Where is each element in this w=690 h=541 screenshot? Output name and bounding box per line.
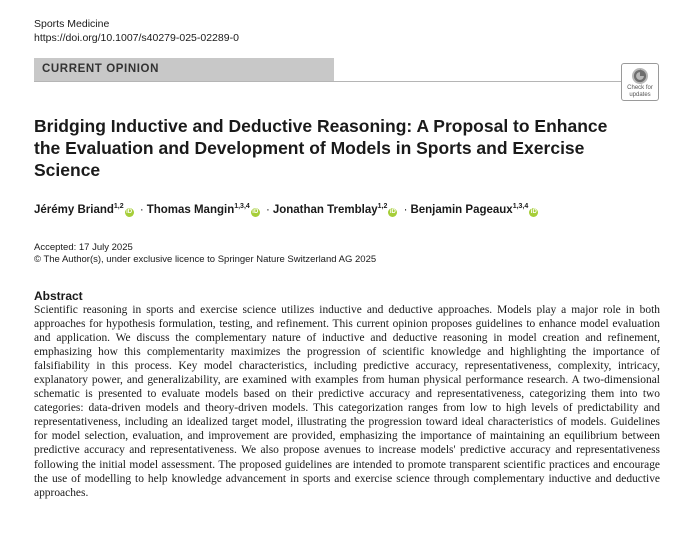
section-label: CURRENT OPINION — [34, 58, 334, 81]
author-affiliations: 1,3,4 — [512, 203, 529, 210]
orcid-icon[interactable]: iD — [252, 208, 259, 215]
author-affiliations: 1,3,4 — [234, 203, 250, 210]
orcid-icon[interactable]: iD — [126, 208, 133, 215]
check-for-updates-button[interactable] — [621, 63, 659, 101]
author-separator: · — [266, 203, 270, 216]
article-title: Bridging Inductive and Deductive Reasoning: A Proposal to Enhance the Evaluation and Development of Models in Sports and Exercise Science — [34, 116, 608, 180]
orcid-icon[interactable]: iD — [530, 208, 537, 215]
author-name: Thomas Mangin — [146, 203, 235, 216]
author-list — [34, 203, 538, 217]
abstract-text: Scientific reasoning in sports and exercise science utilizes inductive and deductive approaches. Models play a major role in both approaches for hypothesis formulation, testing, and refinement. This current opinion proposes guidelines to enhance model evaluation and application. We discuss the complementary nature of inductive and deductive reasoning in model creation and refinement, emphasizing how this complementarity maximizes the progression of scientific knowledge and highlighting the importance of falsifiability in this process. Key model characteristics, including predictive accuracy, representativeness, complexity, intricacy, explanatory power, and generalizability, are examined with examples from human physical performance research. A two-dimensional schematic is presented to evaluate models based on their predictive accuracy and representativeness, categorizing them into two categories: data-driven models and theory-driven models. This categorization ranges from low to high levels of predictability and representativeness, including an idealized target model, illustrating the progression toward ideal characteristics of models. Guidelines for model selection, evaluation, and improvement are provided, emphasizing the importance of maintaining an equilibrium between predictive accuracy and representativeness. We also propose avenues to increase models' predictive accuracy and representativeness following the initial model assessment. The proposed guidelines are intended to promote transparent scientific practices and encourage the use of modelling to help knowledge advancement in sports and exercise science through complementary inductive and deductive approaches. — [34, 304, 660, 499]
author-separator: · — [403, 203, 408, 216]
check-updates-icon — [631, 67, 649, 85]
author-name: Benjamin Pageaux — [410, 203, 513, 216]
copyright-notice: © The Author(s), under exclusive licence to Springer Nature Switzerland AG 2025 — [34, 254, 377, 265]
abstract-heading: Abstract — [34, 289, 83, 303]
header-rule — [34, 81, 658, 82]
author-name: Jérémy Briand — [34, 203, 114, 216]
doi-link[interactable]: https://doi.org/10.1007/s40279-025-02289-0 — [34, 32, 239, 44]
journal-name: Sports Medicine — [34, 18, 110, 30]
author-affiliations: 1,2 — [377, 203, 388, 210]
author-name: Jonathan Tremblay — [272, 203, 378, 216]
author-separator: · — [139, 203, 144, 216]
author-affiliations: 1,2 — [113, 203, 124, 210]
orcid-icon[interactable]: iD — [389, 208, 396, 215]
accepted-date: Accepted: 17 July 2025 — [34, 242, 133, 253]
check-updates-label: Check for updates — [627, 85, 653, 98]
